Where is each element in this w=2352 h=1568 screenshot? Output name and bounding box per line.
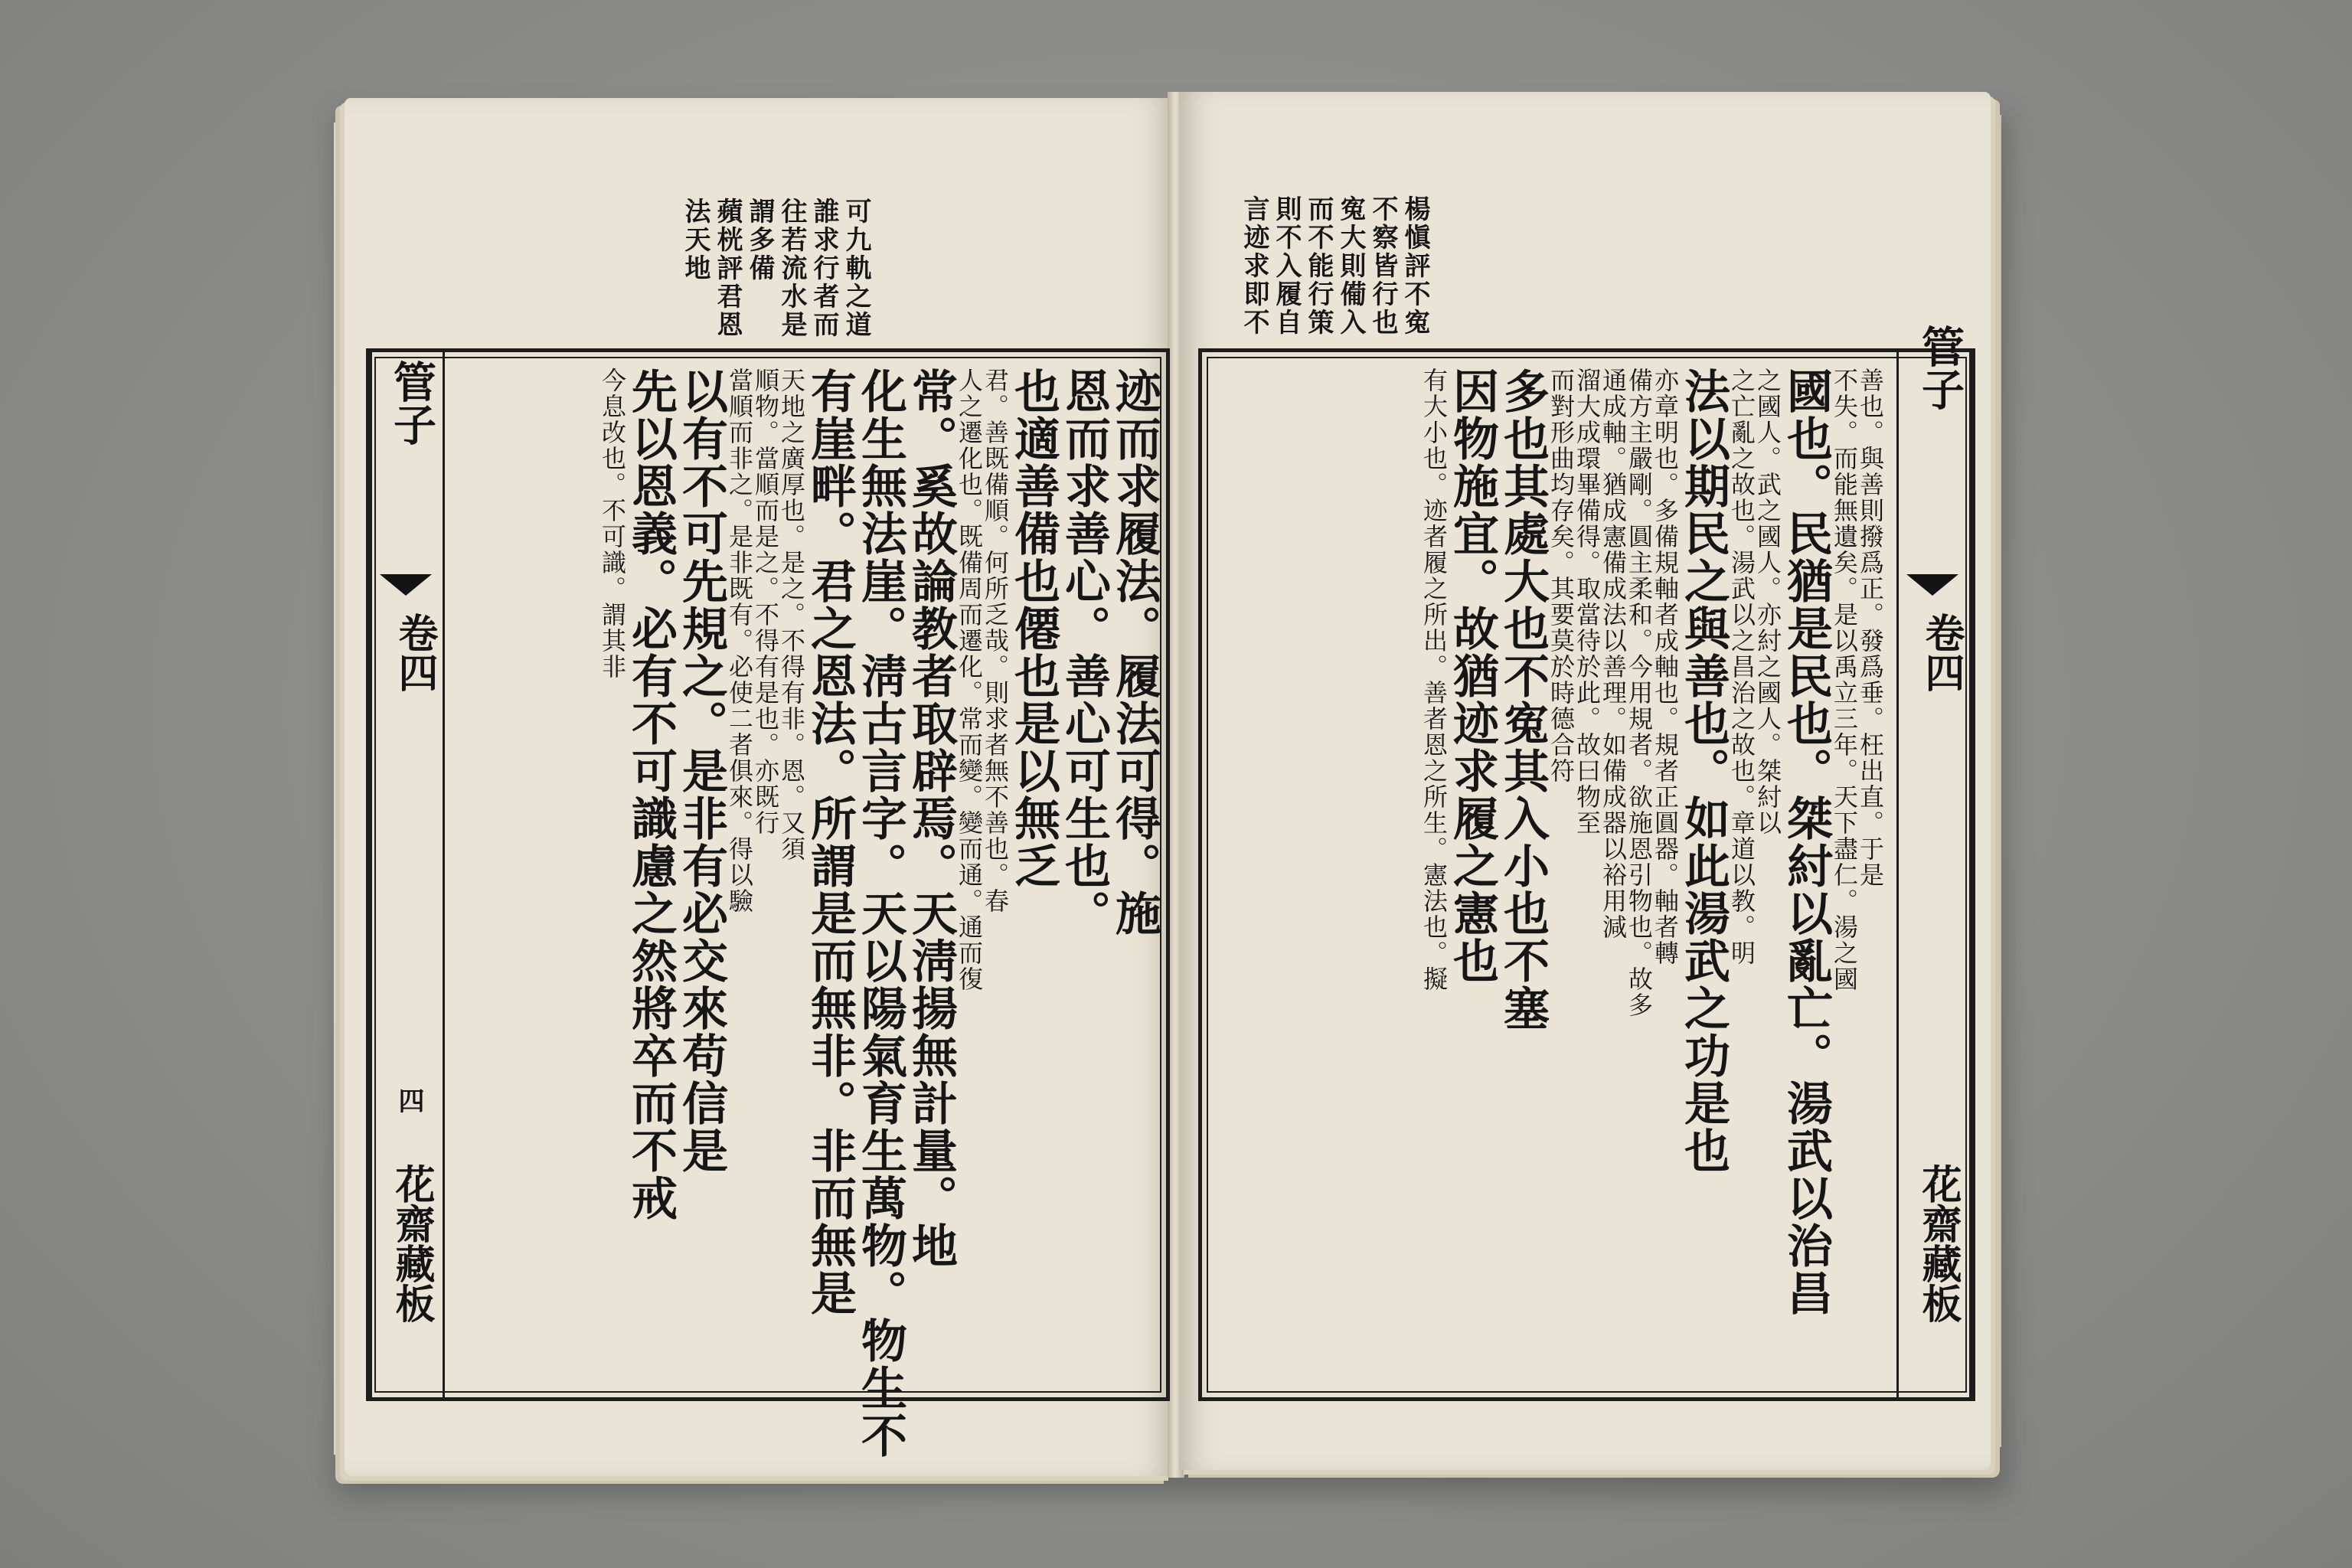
head-note-column: 法天地 bbox=[680, 198, 710, 283]
text-column: 不失。而能無遺矣。是以禹立三年。天下盡仁。湯之國 bbox=[1830, 368, 1859, 992]
text-column: 化生無法崖。淸古言字。天以陽氣育生萬物。物生不 bbox=[854, 368, 907, 1459]
right-page-text bbox=[1217, 368, 1883, 1386]
text-column: 君。善既備順。何所乏哉。則求者無不善也。春 bbox=[981, 368, 1010, 914]
banxin-hall: 花齋藏板 bbox=[388, 1164, 435, 1323]
banxin-hall: 花齋藏板 bbox=[1915, 1164, 1962, 1323]
head-note-column: 則不入履自 bbox=[1271, 195, 1302, 337]
head-note-column: 寃大則僃入 bbox=[1335, 195, 1366, 337]
text-column: 之國人。武之國人。亦紂之國人。桀紂以 bbox=[1753, 368, 1782, 836]
text-column: 當順而非之。是非既有。必使二者俱來。得以驗 bbox=[725, 368, 754, 914]
text-column: 恩而求善心。善心可生也。 bbox=[1057, 368, 1111, 937]
text-column: 備方主嚴剛。圓主柔和。今用規者。欲施恩引物也。故多 bbox=[1625, 368, 1654, 1018]
text-column: 國也。民猶是民也。桀紂以亂亡。湯武以治昌 bbox=[1779, 368, 1833, 1317]
text-column: 今息改也。不可識。謂其非 bbox=[598, 368, 627, 680]
right-banxin bbox=[1896, 325, 1971, 1397]
text-column: 有大小也。迹者履之所出。善者恩之所生。憲法也。擬 bbox=[1419, 368, 1449, 992]
banxin-folio: 四 bbox=[394, 1087, 424, 1113]
head-note-column: 誰求行者而 bbox=[808, 198, 839, 339]
text-column: 多也其處大也不寃其入小也不塞 bbox=[1496, 368, 1550, 1032]
text-column: 善也。與善則撥爲正。發爲垂。枉出直。于是 bbox=[1856, 368, 1885, 888]
head-note-column: 不察皆行也 bbox=[1367, 195, 1398, 337]
head-note-column: 可九軌之道 bbox=[841, 198, 871, 339]
text-column: 法以期民之與善也。如此湯武之功是也 bbox=[1677, 368, 1730, 1174]
right-text-frame bbox=[1198, 325, 1975, 1401]
text-column: 天地之廣厚也。是之。不得有非。恩。又須 bbox=[777, 368, 806, 862]
head-note-column: 往若流水是 bbox=[776, 198, 807, 339]
banxin-title: 管子 bbox=[387, 360, 437, 446]
page-edges-right bbox=[1989, 115, 2001, 1447]
head-note-column: 言迹求即不 bbox=[1239, 195, 1269, 337]
text-column: 之亡亂之故也。湯武以之昌治之故也。章道以教。明 bbox=[1727, 368, 1756, 966]
text-column: 通成軸。猶成憲備成法以善理。如備成器以裕用減 bbox=[1599, 368, 1628, 940]
head-note-column: 而不能行策 bbox=[1303, 195, 1334, 337]
head-note-column: 楊愼評不寃 bbox=[1400, 195, 1430, 337]
banxin-chapter: 卷四 bbox=[1918, 612, 1965, 692]
text-column: 亦章明也。多備規軸者成軸也。規者正圓器。軸者轉 bbox=[1651, 368, 1680, 966]
fishtail-mark bbox=[380, 574, 432, 596]
text-column: 有崖畔。君之恩法。所謂是而無非。非而無是 bbox=[803, 368, 857, 1317]
text-column: 而對形曲均存矣。其要莫於時德合符 bbox=[1547, 368, 1576, 784]
text-column: 也適善備也僊也是以無乏 bbox=[1007, 368, 1060, 890]
left-page-text bbox=[448, 368, 1161, 1459]
text-column: 人之遷化也。既備周而遷化。常而變。變而通。通而復 bbox=[955, 368, 984, 992]
banxin-chapter: 卷四 bbox=[391, 612, 438, 692]
banxin-title: 管子 bbox=[1915, 325, 1965, 410]
head-note-column: 蘋桄評君恩 bbox=[712, 198, 743, 339]
head-note-column: 謂多備 bbox=[744, 198, 775, 283]
text-column: 因物施宜。故猶迹求履之憲也 bbox=[1446, 368, 1499, 985]
text-column: 以有不可先規之。是非有必交來苟信是 bbox=[675, 368, 728, 1174]
text-column: 迹而求履法。履法可得。施 bbox=[1108, 368, 1161, 937]
left-banxin bbox=[370, 352, 445, 1397]
text-column: 溜大成環畢備得。取當待於此。故曰物至 bbox=[1573, 368, 1602, 836]
left-text-frame bbox=[366, 348, 1170, 1459]
text-column: 順物。當順而是之。不得有是也。亦既行 bbox=[751, 368, 780, 836]
text-column: 先以恩義。必有不可識慮之然將卒而不戒 bbox=[624, 368, 678, 1222]
fishtail-mark bbox=[1906, 574, 1958, 596]
text-column: 常。奚故論教者取辟焉。天淸揚無計量。地 bbox=[904, 368, 958, 1269]
